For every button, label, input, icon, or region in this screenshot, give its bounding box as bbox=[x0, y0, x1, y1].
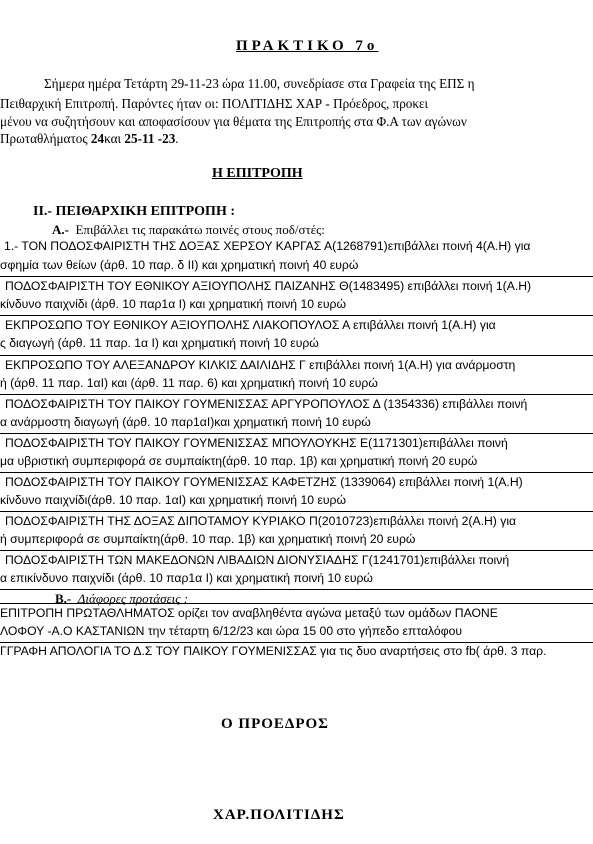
section-ii-title: ΙΙ.- ΠΕΙΘΑΡΧΙΚΗ ΕΠΙΤΡΟΠΗ : bbox=[33, 204, 235, 219]
entry-divider bbox=[0, 550, 593, 551]
entry-6-line-1: ΠΟΔΟΣΦΑΙΡΙΣΤΗ ΤΟΥ ΠΑΙΚΟΥ ΓΟΥΜΕΝΙΣΣΑΣ ΜΠΟΥΛΟΥΚΗΣ Ε(1171301)επιβάλλει ποινή bbox=[5, 436, 508, 450]
document-title: ΠΡΑΚΤΙΚΟ 7ο bbox=[236, 38, 379, 54]
subsection-a-label: Α.- bbox=[52, 222, 69, 237]
intro-date-2: 25-11 -23 bbox=[124, 131, 176, 146]
intro-line-4 bbox=[0, 131, 179, 147]
entry-divider bbox=[0, 276, 593, 277]
entry-2-line-1: ΠΟΔΟΣΦΑΙΡΙΣΤΗ ΤΟΥ ΕΘΝΙΚΟΥ ΑΞΙΟΥΠΟΛΗΣ ΠΑΙΖΑΝΗΣ Θ(1483495) επιβάλλει ποινή 1(Α.Η) bbox=[5, 279, 532, 293]
entry-divider bbox=[0, 472, 593, 473]
section-b-line-2: ΛΟΦΟΥ -Α.Ο ΚΑΣΤΑΝΙΩΝ την τέταρτη 6/12/23 και ώρα 15 00 στο γήπεδο επταλόφου bbox=[0, 624, 463, 638]
subsection-b-label: Β.- bbox=[55, 591, 72, 606]
entry-8-line-1: ΠΟΔΟΣΦΑΙΡΙΣΤΗ ΤΗΣ ΔΟΞΑΣ ΔΙΠΟΤΑΜΟΥ ΚΥΡΙΑΚΟ Π(2010723)επιβάλλει ποινή 2(Α.Η) για bbox=[5, 514, 517, 528]
entry-divider bbox=[0, 603, 593, 604]
intro-date-1: 24 bbox=[90, 131, 105, 146]
entry-7-line-1: ΠΟΔΟΣΦΑΙΡΙΣΤΗ ΤΟΥ ΠΑΙΚΟΥ ΓΟΥΜΕΝΙΣΣΑΣ ΚΑΦΕΤΖΗΣ (1339064) επιβάλλει ποινή 1(Α.Η) bbox=[5, 475, 523, 489]
intro-line-4-suffix: . bbox=[175, 131, 179, 146]
entry-3-line-2: ς διαγωγή (άρθ. 11 παρ. 1α Ι) και χρηματική ποινή 10 ευρώ bbox=[0, 336, 319, 350]
entry-divider bbox=[0, 589, 593, 590]
entry-7-line-2: κίνδυνο παιχνίδι(άρθ. 10 παρ. 1αΙ) και χρηματική ποινή 10 ευρώ bbox=[0, 493, 346, 507]
subsection-a bbox=[52, 222, 325, 238]
entry-9-line-1: ΠΟΔΟΣΦΑΙΡΙΣΤΗ ΤΩΝ ΜΑΚΕΔΟΝΩΝ ΛΙΒΑΔΙΩΝ ΔΙΟΝΥΣΙΑΔΗΣ Γ(1241701)επιβάλλει ποινή bbox=[5, 553, 510, 567]
intro-line-3: μένου να συζητήσουν και αποφασίσουν για θέματα της Επιτροπής στα Φ.Α των αγώνων bbox=[0, 114, 467, 129]
entry-divider bbox=[0, 511, 593, 512]
entry-divider bbox=[0, 642, 593, 643]
entry-2-line-2: κίνδυνο παιχνίδι (άρθ. 10 παρ1α Ι) και χρηματική ποινή 10 ευρώ bbox=[0, 297, 346, 311]
entry-divider bbox=[0, 394, 593, 395]
entry-8-line-2: ή συμπεριφορά σε συμπαίκτη(άρθ. 10 παρ. 1β) και χρηματική ποινή 20 ευρώ bbox=[0, 532, 416, 546]
entry-9-line-2: α επικίνδυνο παιχνίδι (άρθ. 10 παρ1α Ι) και χρηματική ποινή 10 ευρώ bbox=[0, 571, 373, 585]
entry-5-line-1: ΠΟΔΟΣΦΑΙΡΙΣΤΗ ΤΟΥ ΠΑΙΚΟΥ ΓΟΥΜΕΝΙΣΣΑΣ ΑΡΓΥΡΟΠΟΥΛΟΣ Δ (1354336) επιβάλλει ποινή bbox=[5, 397, 528, 411]
entry-4-line-2: ή (άρθ. 11 παρ. 1αΙ) και (άρθ. 11 παρ. 6) και χρηματική ποινή 10 ευρώ bbox=[0, 376, 378, 390]
entry-5-line-2: α ανάρμοστη διαγωγή (άρθ. 10 παρ1αΙ)και χρηματική ποινή 10 ευρώ bbox=[0, 415, 371, 429]
intro-line-4-mid: και bbox=[104, 131, 125, 146]
subsection-b bbox=[55, 591, 188, 607]
intro-line-2: Πειθαρχική Επιτροπή. Παρόντες ήταν οι: ΠΟΛΙΤΙΔΗΣ ΧΑΡ - Πρόεδρος, προκει bbox=[0, 96, 429, 111]
intro-line-4-prefix: Πρωταθλήματος bbox=[0, 131, 91, 146]
entry-6-line-2: μα υβριστική συμπεριφορά σε συμπαίκτη(άρθ. 10 παρ. 1β) και χρηματική ποινή 20 ευρώ bbox=[0, 454, 478, 468]
signature-name: ΧΑΡ.ΠΟΛΙΤΙΔΗΣ bbox=[213, 807, 345, 823]
signature-role: Ο ΠΡΟΕΔΡΟΣ bbox=[221, 716, 329, 732]
entry-1-line-2: σφημία των θείων (άρθ. 10 παρ. δ ΙΙ) και χρηματική ποινή 40 ευρώ bbox=[0, 258, 359, 272]
entry-divider bbox=[0, 355, 593, 356]
committee-heading: Η ΕΠΙΤΡΟΠΗ bbox=[212, 166, 303, 181]
section-b-line-1: ΕΠΙΤΡΟΠΗ ΠΡΩΤΑΘΛΗΜΑΤΟΣ ορίζει τον αναβληθέντα αγώνα μεταξύ των ομάδων ΠΑΟΝΕ bbox=[0, 606, 498, 620]
entry-divider bbox=[0, 315, 593, 316]
entry-4-line-1: ΕΚΠΡΟΣΩΠΟ ΤΟΥ ΑΛΕΞΑΝΔΡΟΥ ΚΙΛΚΙΣ ΔΑΙΛΙΔΗΣ Γ επιβάλλει ποινή 1(Α.Η) για ανάρμοστη bbox=[5, 358, 516, 372]
subsection-a-text: Επιβάλλει τις παρακάτω ποινές στους ποδ/στές: bbox=[75, 222, 325, 237]
intro-line-1: Σήμερα ημέρα Τετάρτη 29-11-23 ώρα 11.00, συνεδρίασε στα Γραφεία της ΕΠΣ η bbox=[44, 76, 475, 91]
subsection-b-text: Διάφορες προτάσεις : bbox=[77, 591, 189, 606]
entry-divider bbox=[0, 433, 593, 434]
section-b-line-3: ΓΓΡΑΦΗ ΑΠΟΛΟΓΙΑ ΤΟ Δ.Σ ΤΟΥ ΠΑΙΚΟΥ ΓΟΥΜΕΝΙΣΣΑΣ για τις δυο αναρτήσεις στο fb( άρθ. 3 παρ. bbox=[0, 644, 547, 658]
entry-3-line-1: ΕΚΠΡΟΣΩΠΟ ΤΟΥ ΕΘΝΙΚΟΥ ΑΞΙΟΥΠΟΛΗΣ ΛΙΑΚΟΠΟΥΛΟΣ Α επιβάλλει ποινή 1(Α.Η) για bbox=[5, 318, 496, 332]
entry-1-line-1: 1.- ΤΟΝ ΠΟΔΟΣΦΑΙΡΙΣΤΗ ΤΗΣ ΔΟΞΑΣ ΧΕΡΣΟΥ ΚΑΡΓΑΣ Α(1268791)επιβάλλει ποινή 4(Α.Η) για bbox=[4, 239, 531, 253]
